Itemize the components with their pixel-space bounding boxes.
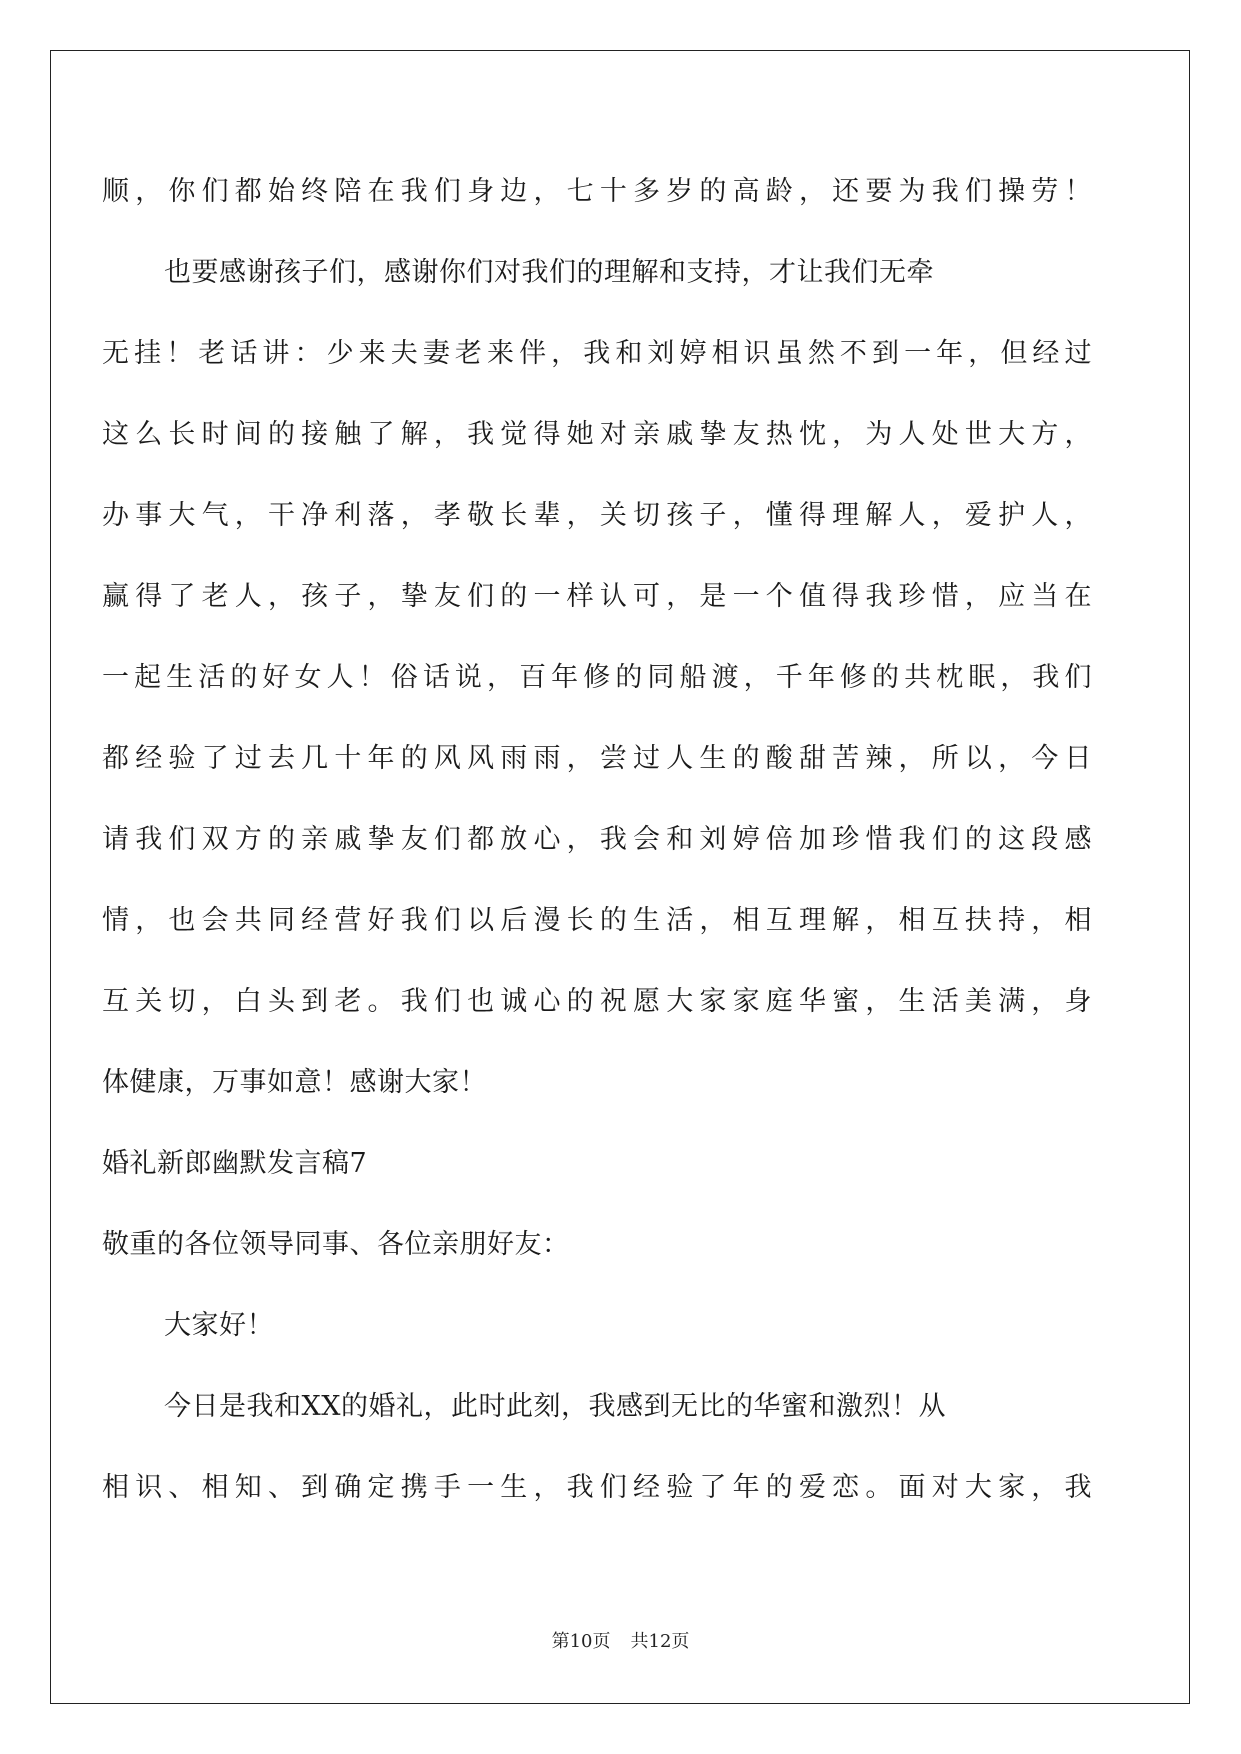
body-line-10: 情，也会共同经营好我们以后漫长的生活，相互理解，相互扶持，相 xyxy=(102,905,1092,936)
body-line-9: 请我们双方的亲戚挚友们都放心，我会和刘婷倍加珍惜我们的这段感 xyxy=(102,824,1092,855)
body-line-2: 也要感谢孩子们，感谢你们对我们的理解和支持，才让我们无牵 xyxy=(164,257,934,288)
salutation: 敬重的各位领导同事、各位亲朋好友： xyxy=(102,1229,570,1260)
current-page-number: 第10页 xyxy=(551,1631,611,1652)
body-line-7: 一起生活的好女人！俗话说，百年修的同船渡，千年修的共枕眠，我们 xyxy=(102,662,1092,693)
body-line-3: 无挂！老话讲：少来夫妻老来伴，我和刘婷相识虽然不到一年，但经过 xyxy=(102,338,1092,369)
body-line-1: 顺，你们都始终陪在我们身边，七十多岁的高龄，还要为我们操劳！ xyxy=(102,176,1092,207)
body-line-4: 这么长时间的接触了解，我觉得她对亲戚挚友热忱，为人处世大方， xyxy=(102,419,1092,450)
body-line-8: 都经验了过去几十年的风风雨雨，尝过人生的酸甜苦辣，所以，今日 xyxy=(102,743,1092,774)
section-heading: 婚礼新郎幽默发言稿7 xyxy=(102,1148,368,1179)
page-footer xyxy=(0,1630,1241,1654)
greeting: 大家好！ xyxy=(164,1310,274,1341)
total-page-count: 共12页 xyxy=(630,1631,690,1652)
body-line-12: 体健康，万事如意！感谢大家！ xyxy=(102,1067,487,1098)
body-line-16: 今日是我和XX的婚礼，此时此刻，我感到无比的华蜜和激烈！从 xyxy=(164,1391,946,1422)
body-line-5: 办事大气，干净利落，孝敬长辈，关切孩子，懂得理解人，爱护人， xyxy=(102,500,1092,531)
body-line-6: 赢得了老人，孩子，挚友们的一样认可，是一个值得我珍惜，应当在 xyxy=(102,581,1092,612)
body-line-11: 互关切，白头到老。我们也诚心的祝愿大家家庭华蜜，生活美满，身 xyxy=(102,986,1092,1017)
document-body xyxy=(102,151,1092,1528)
body-line-17: 相识、相知、到确定携手一生，我们经验了年的爱恋。面对大家，我 xyxy=(102,1472,1092,1503)
